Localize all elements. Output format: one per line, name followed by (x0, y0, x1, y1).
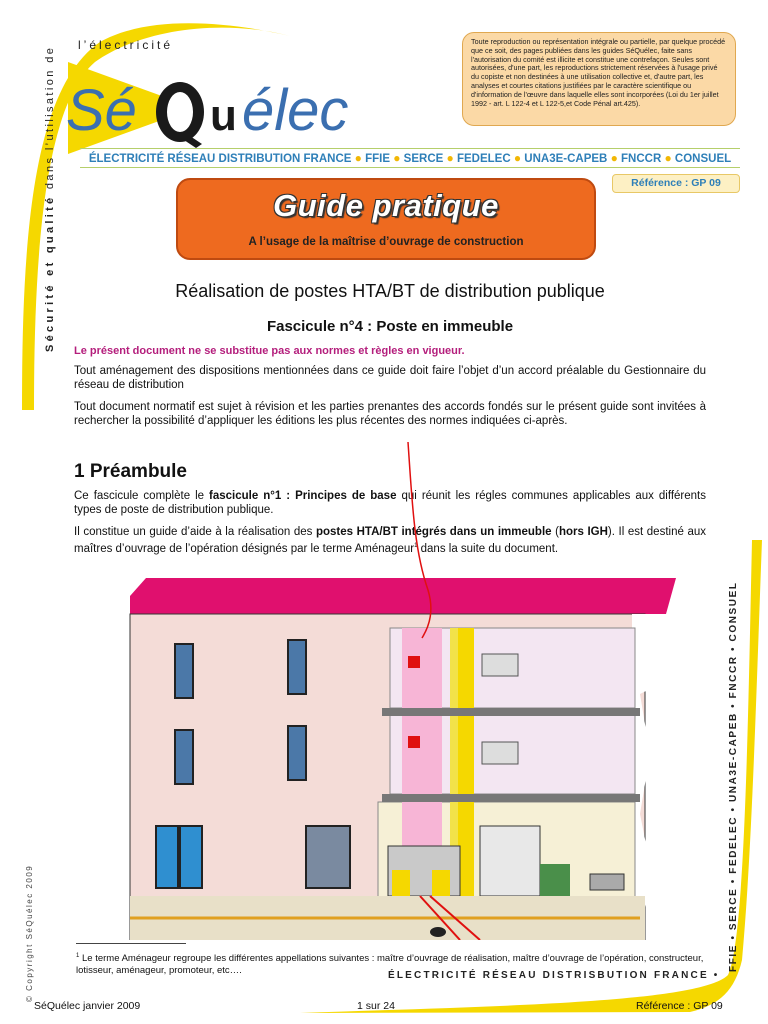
building-illustration (120, 574, 676, 940)
partner-name: FNCCR (621, 153, 662, 165)
fascicule-title: Fascicule n°4 : Poste en immeuble (266, 318, 514, 335)
brand-vertical-tagline: Sécurité et qualité dans l’utilisation de (44, 45, 56, 352)
brand-tagline-electricite: l’électricité (78, 38, 174, 52)
callout-line (400, 440, 440, 640)
section-heading: 1 Préambule (74, 461, 187, 482)
intro-paragraph: Tout document normatif est sujet à révision et les parties prenantes des accords fondés sur le présent guide sont invitées à rechercher la possibilité d’appliquer les éditions les plus récentes des normes indiquées ci-après. (74, 401, 706, 427)
right-partners-vertical: FFIE • SERCE • FEDELEC • UNA3E-CAPEB • FNCCR • CONSUEL (728, 581, 739, 972)
copyright-notice: Toute reproduction ou représentation intégrale ou partielle, par quelque procédé que ce soit, des pages publiées dans les guides SéQuélec, faite sans l'autorisation du comité est illicite et constitue une contrefaçon. Seules sont autorisées, d'une part, les reproductions strictement réservées à l'usage privé du copiste et non destinées à une utilisation collective et, d'autre part, les analyses et courtes citations justifiées par le caractère scientifique ou d'information de l'œuvre dans laquelle elles sont incorporées (Loi du 1er juillet 1992 - art. L 122-4 et L 122-5,et Code Pénal art.425). (462, 32, 736, 126)
footnote-separator (76, 943, 186, 944)
partner-name: FEDELEC (456, 153, 511, 165)
document-title: Réalisation de postes HTA/BT de distribution publique (175, 281, 605, 301)
footer-date: SéQuélec janvier 2009 (34, 1000, 141, 1012)
footer-page-number: 1 sur 24 (357, 1000, 395, 1012)
partner-name: ÉLECTRICITÉ RÉSEAU DISTRIBUTION FRANCE (88, 153, 352, 165)
preamble-paragraph: Il constitue un guide d’aide à la réalisation des postes HTA/BT intégrés dans un immeuble (hors IGH). Il est destiné aux maîtres d’ouvrage de l’opération désignés par le terme Aménageur$^1$ dans la suite du document. (74, 526, 706, 555)
partner-name: SERCE (403, 153, 444, 165)
footnote: $^1$ Le terme Aménageur regroupe les différentes appellations suivantes : maître d’ouvrage de réalisation, maître d’ouvrage de l’opération, constructeur, lotisseur, aménageur, promoteur, etc…. (76, 953, 704, 977)
bottom-banner: ÉLECTRICITÉ RÉSEAU DISTRISBUTION FRANCE • (388, 970, 720, 981)
partners-bar: ÉLECTRICITÉ RÉSEAU DISTRIBUTION FRANCE ● FFIE ● SERCE ● FEDELEC ● UNA3E-CAPEB ● FNCCR ● CONSUEL (80, 148, 740, 168)
side-copyright: © Copyright SéQuélec 2009 (25, 864, 34, 1002)
footnote-ref: 1 (414, 542, 418, 549)
partner-name: CONSUEL (674, 153, 732, 165)
partner-name: UNA3E-CAPEB (524, 153, 608, 165)
svg-text:u: u (210, 91, 237, 140)
guide-title: Guide pratique (273, 188, 499, 223)
svg-text:Sé: Sé (66, 78, 137, 143)
preamble-paragraph: Ce fascicule complète le fascicule n°1 : Principes de base qui réunit les régles communes applicables aux différents types de poste de distribution publique. (74, 490, 706, 516)
svg-text:élec: élec (242, 78, 349, 143)
partner-name: FFIE (365, 153, 391, 165)
reference-badge: Référence : GP 09 (612, 174, 740, 193)
sequelec-logo (60, 48, 380, 158)
intro-paragraph: Tout aménagement des dispositions mentionnées dans ce guide doit faire l’objet d’un accord préalable du Gestionnaire du réseau de distribution (74, 365, 706, 391)
footer-reference: Référence : GP 09 (636, 1000, 723, 1012)
guide-subtitle: A l’usage de la maîtrise d’ouvrage de construction (248, 236, 524, 248)
normative-warning: Le présent document ne se substitue pas aux normes et règles en vigueur. (74, 345, 465, 357)
